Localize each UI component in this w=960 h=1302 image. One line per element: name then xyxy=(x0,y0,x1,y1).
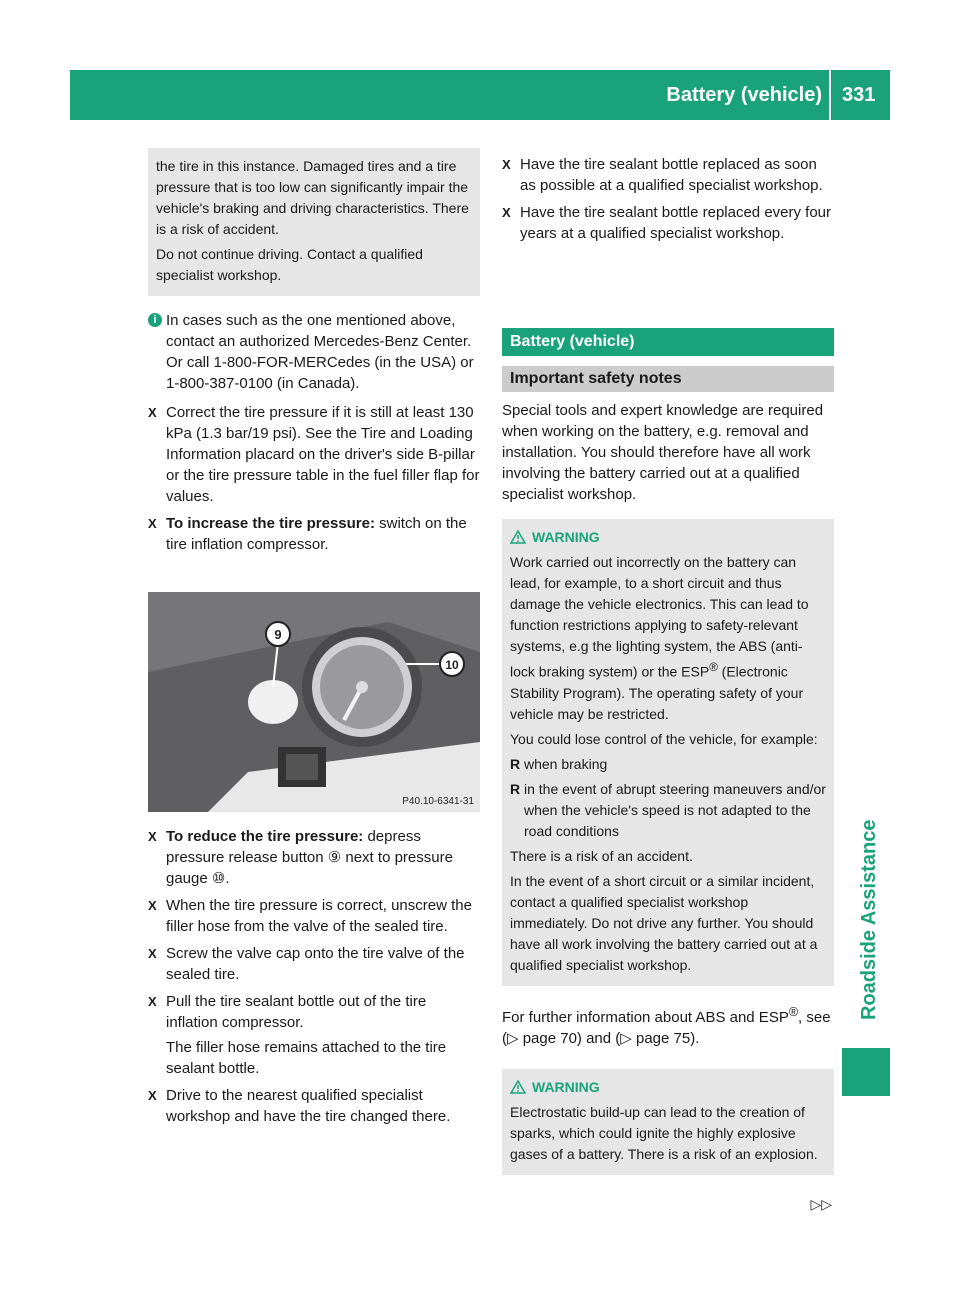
right-column xyxy=(502,154,834,250)
arrow-bullet-icon: X xyxy=(502,205,511,220)
arrow-bullet-icon: X xyxy=(502,157,511,172)
warning-paragraph-3: There is a risk of an accident. xyxy=(510,847,693,864)
step-text: depress pressure release button ⑨ next to pressure gauge ⑩. xyxy=(166,828,453,887)
warning-text: (Electronic Stability Program). The operating safety of your vehicle may be restricted. xyxy=(510,663,804,722)
arrow-bullet-icon: X xyxy=(148,405,157,420)
step-reduce-pressure xyxy=(148,826,480,889)
step-text: Drive to the nearest qualified specialist workshop and have the tire changed there. xyxy=(166,1087,451,1125)
figure-label-9: 9 xyxy=(274,627,282,642)
round-bullet-icon: R xyxy=(510,780,521,797)
subsection-title: Important safety notes xyxy=(502,366,834,392)
step-text: switch on the tire inflation compressor. xyxy=(166,515,467,553)
header-title: Battery (vehicle) xyxy=(666,84,822,106)
left-column-lower xyxy=(148,826,480,1133)
arrow-bullet-icon: X xyxy=(148,516,157,531)
info-note xyxy=(148,310,480,394)
step-text: Have the tire sealant bottle replaced as soon as possible at a qualified specialist workshop. xyxy=(520,156,823,194)
warning-heading xyxy=(510,527,826,548)
step-replace-every-four-years xyxy=(502,202,834,244)
warning-box-2 xyxy=(502,1069,834,1175)
continue-mark: ▷▷ xyxy=(810,1196,832,1212)
warning-paragraph-2: You could lose control of the vehicle, for example: xyxy=(510,730,818,747)
arrow-bullet-icon: X xyxy=(148,1088,157,1103)
step-bold: To reduce the tire pressure: xyxy=(166,828,364,845)
further-text: For further information about ABS and ESP xyxy=(502,1008,789,1026)
warning-bullet-1 xyxy=(510,754,826,775)
step-bold: To increase the tire pressure: xyxy=(166,515,375,532)
info-note-text: In cases such as the one mentioned above, contact an authorized Mercedes-Benz Center. Or call 1-800-FOR-MERCedes (in the USA) or 1-800-387-0100 (in Canada). xyxy=(166,312,474,392)
warning-heading xyxy=(510,1077,826,1098)
step-screw-cap xyxy=(148,943,480,985)
warning-bullet-2 xyxy=(510,779,826,842)
warning-continued-p1: the tire in this instance. Damaged tires and a tire pressure that is too low can significantly impair the vehicle's braking and driving characteristics. There is a risk of accident. xyxy=(156,158,469,237)
intro-paragraph: Special tools and expert knowledge are required when working on the battery, e.g. removal and installation. You should therefore have all work involving the battery carried out at a qualified specialist workshop. xyxy=(502,402,824,503)
info-icon: i xyxy=(148,313,162,327)
warning-text: Work carried out incorrectly on the battery can lead, for example, to a short circuit and thus damage the vehicle electronics. This can lead to function restrictions applying to safety-relevant systems, e.g the lighting system, the ABS (anti-lock braking system) or the ESP xyxy=(510,554,809,680)
step-increase-pressure xyxy=(148,513,480,555)
warning-label: WARNING xyxy=(532,1078,600,1095)
warning-paragraph-1 xyxy=(510,552,826,725)
bullet-text: in the event of abrupt steering maneuvers and/or when the vehicle's speed is not adapted to the road conditions xyxy=(524,780,826,839)
left-column xyxy=(148,148,480,561)
step-text: When the tire pressure is correct, unscrew the filler hose from the valve of the sealed tire. xyxy=(166,897,472,935)
round-bullet-icon: R xyxy=(510,755,521,772)
compressor-illustration xyxy=(148,592,480,812)
registered-mark: ® xyxy=(709,661,718,674)
warning-continued-p2: Do not continue driving. Contact a qualified specialist workshop. xyxy=(156,246,423,283)
step-correct-pressure xyxy=(148,402,480,507)
bullet-text: when braking xyxy=(524,755,608,772)
figure-code: P40.10-6341-31 xyxy=(402,796,474,807)
arrow-bullet-icon: X xyxy=(148,829,157,844)
further-info xyxy=(502,1002,834,1049)
warning-label: WARNING xyxy=(532,529,600,545)
step-note: The filler hose remains attached to the tire sealant bottle. xyxy=(166,1039,447,1077)
arrow-bullet-icon: X xyxy=(148,946,157,961)
warning-box-1 xyxy=(502,519,834,986)
side-tab-marker xyxy=(842,1048,890,1096)
step-unscrew-hose xyxy=(148,895,480,937)
warning-paragraph-4: In the event of a short circuit or a similar incident, contact a qualified specialist workshop immediately. Do not drive any further. You should have all work involving the battery carried out at a qualified specialist workshop. xyxy=(510,872,818,973)
side-tab-label: Roadside Assistance xyxy=(858,819,880,1020)
further-text: , see (▷ page 70) and (▷ page 75). xyxy=(502,1008,831,1047)
step-text: Screw the valve cap onto the tire valve of the sealed tire. xyxy=(166,945,465,983)
arrow-bullet-icon: X xyxy=(148,994,157,1009)
step-text: Pull the tire sealant bottle out of the tire inflation compressor. xyxy=(166,993,427,1031)
warning-2-text: Electrostatic build-up can lead to the creation of sparks, which could ignite the highly explosive gases of a battery. There is a risk of an explosion. xyxy=(510,1103,818,1162)
section-title: Battery (vehicle) xyxy=(502,328,834,356)
warning-triangle-icon xyxy=(510,530,526,544)
registered-mark: ® xyxy=(788,1004,799,1019)
step-text: Correct the tire pressure if it is still at least 130 kPa (1.3 bar/19 psi). See the Tire and Loading Information placard on the driver's side B-pillar or the tire pressure table in the fuel filler flap for values. xyxy=(166,404,480,505)
warning-continued xyxy=(148,148,480,296)
figure-label-10: 10 xyxy=(445,658,459,672)
step-pull-bottle xyxy=(148,991,480,1079)
arrow-bullet-icon: X xyxy=(148,898,157,913)
step-drive-workshop xyxy=(148,1085,480,1127)
compressor-figure xyxy=(148,592,480,812)
step-text: Have the tire sealant bottle replaced every four years at a qualified specialist workshop. xyxy=(520,204,832,242)
header-separator xyxy=(829,70,831,120)
warning-triangle-icon xyxy=(510,1080,526,1094)
page-number: 331 xyxy=(842,84,876,106)
battery-section xyxy=(502,328,834,1175)
step-replace-bottle xyxy=(502,154,834,196)
